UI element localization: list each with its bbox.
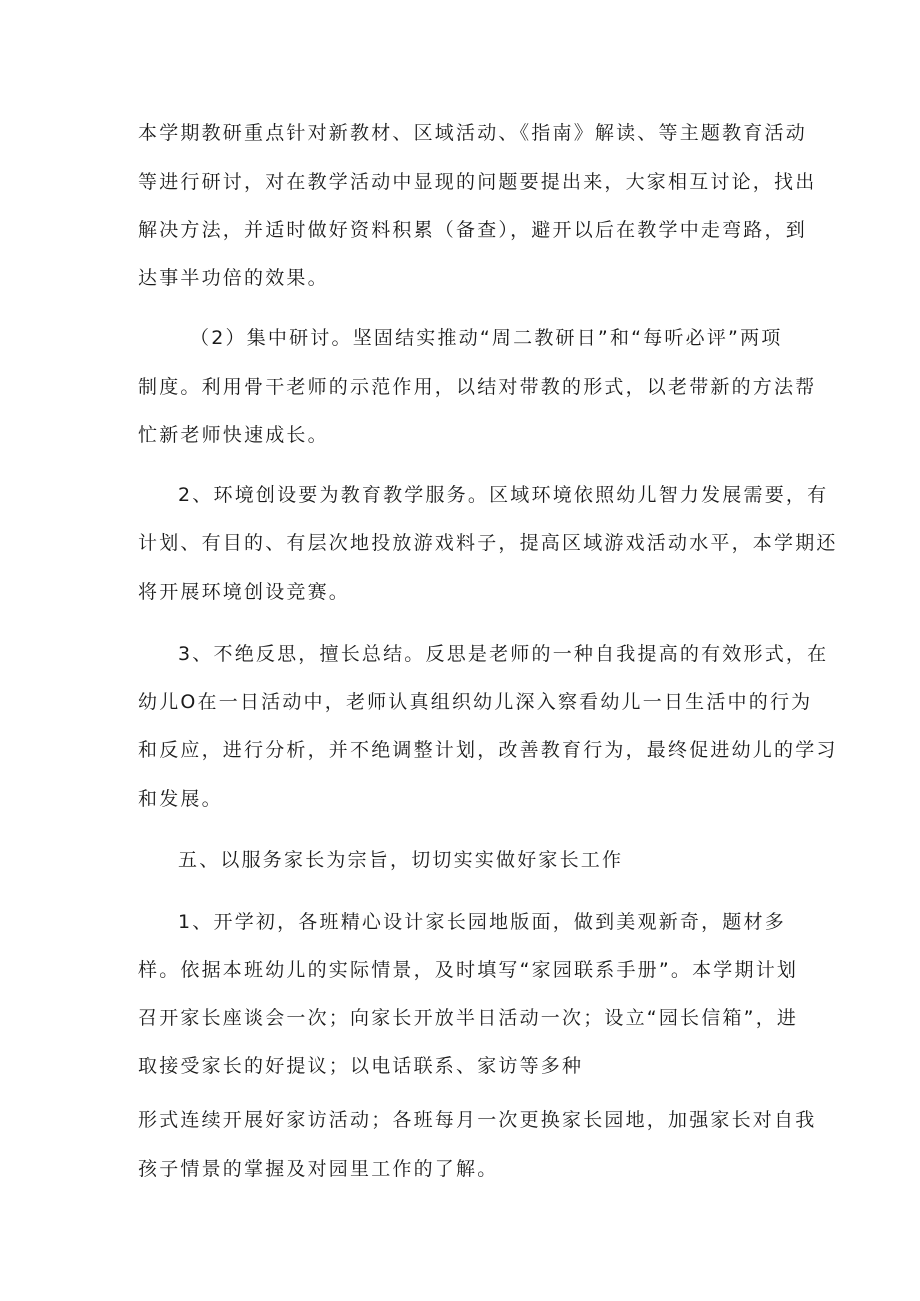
paragraph-line: 幼儿O在一日活动中，老师认真组织幼儿深入察看幼儿一日生活中的行为 [138,691,813,713]
section-heading: 五、以服务家长为宗旨，切切实实做好家长工作 [178,849,624,871]
paragraph-line: 制度。利用骨干老师的示范作用，以结对带教的形式，以老带新的方法帮 [138,376,817,398]
paragraph-line: 样。依据本班幼儿的实际情景，及时填写“家园联系手册”。本学期计划 [138,959,799,981]
paragraph-line: 计划、有目的、有层次地投放游戏料子，提高区域游戏活动水平，本学期还 [138,532,838,554]
paragraph-line: 将开展环境创设竞赛。 [138,581,351,603]
paragraph-line: 1、开学初，各班精心设计家长园地版面，做到美观新奇，题材多 [178,911,786,933]
paragraph-line: 本学期教研重点针对新教材、区域活动、《指南》解读、等主题教育活动 [138,122,807,144]
paragraph-line: 达事半功倍的效果。 [138,267,329,289]
paragraph-line: 等进行研讨，对在教学活动中显现的问题要提出来，大家相互讨论，找出 [138,171,817,193]
paragraph-line: 和反应，进行分析，并不绝调整计划，改善教育行为，最终促进幼儿的学习 [138,739,838,761]
paragraph-line: 和发展。 [138,788,223,810]
paragraph-line: 召开家长座谈会一次；向家长开放半日活动一次；设立“园长信箱”，进 [138,1007,799,1029]
paragraph-line: 孩子情景的掌握及对园里工作的了解。 [138,1158,499,1180]
paragraph-line: 形式连续开展好家访活动；各班每月一次更换家长园地，加强家长对自我 [138,1109,817,1131]
paragraph-line: 3、不绝反思，擅长总结。反思是老师的一种自我提高的有效形式，在 [178,643,829,665]
paragraph-line: 2、环境创设要为教育教学服务。区域环境依照幼儿智力发展需要，有 [178,484,829,506]
paragraph-line: （2）集中研讨。坚固结实推动“周二教研日”和“每听必评”两项 [190,327,783,349]
paragraph-line: 取接受家长的好提议；以电话联系、家访等多种 [138,1055,584,1077]
paragraph-line: 解决方法，并适时做好资料积累（备查），避开以后在教学中走弯路，到 [138,219,807,241]
paragraph-line: 忙新老师快速成长。 [138,424,329,446]
